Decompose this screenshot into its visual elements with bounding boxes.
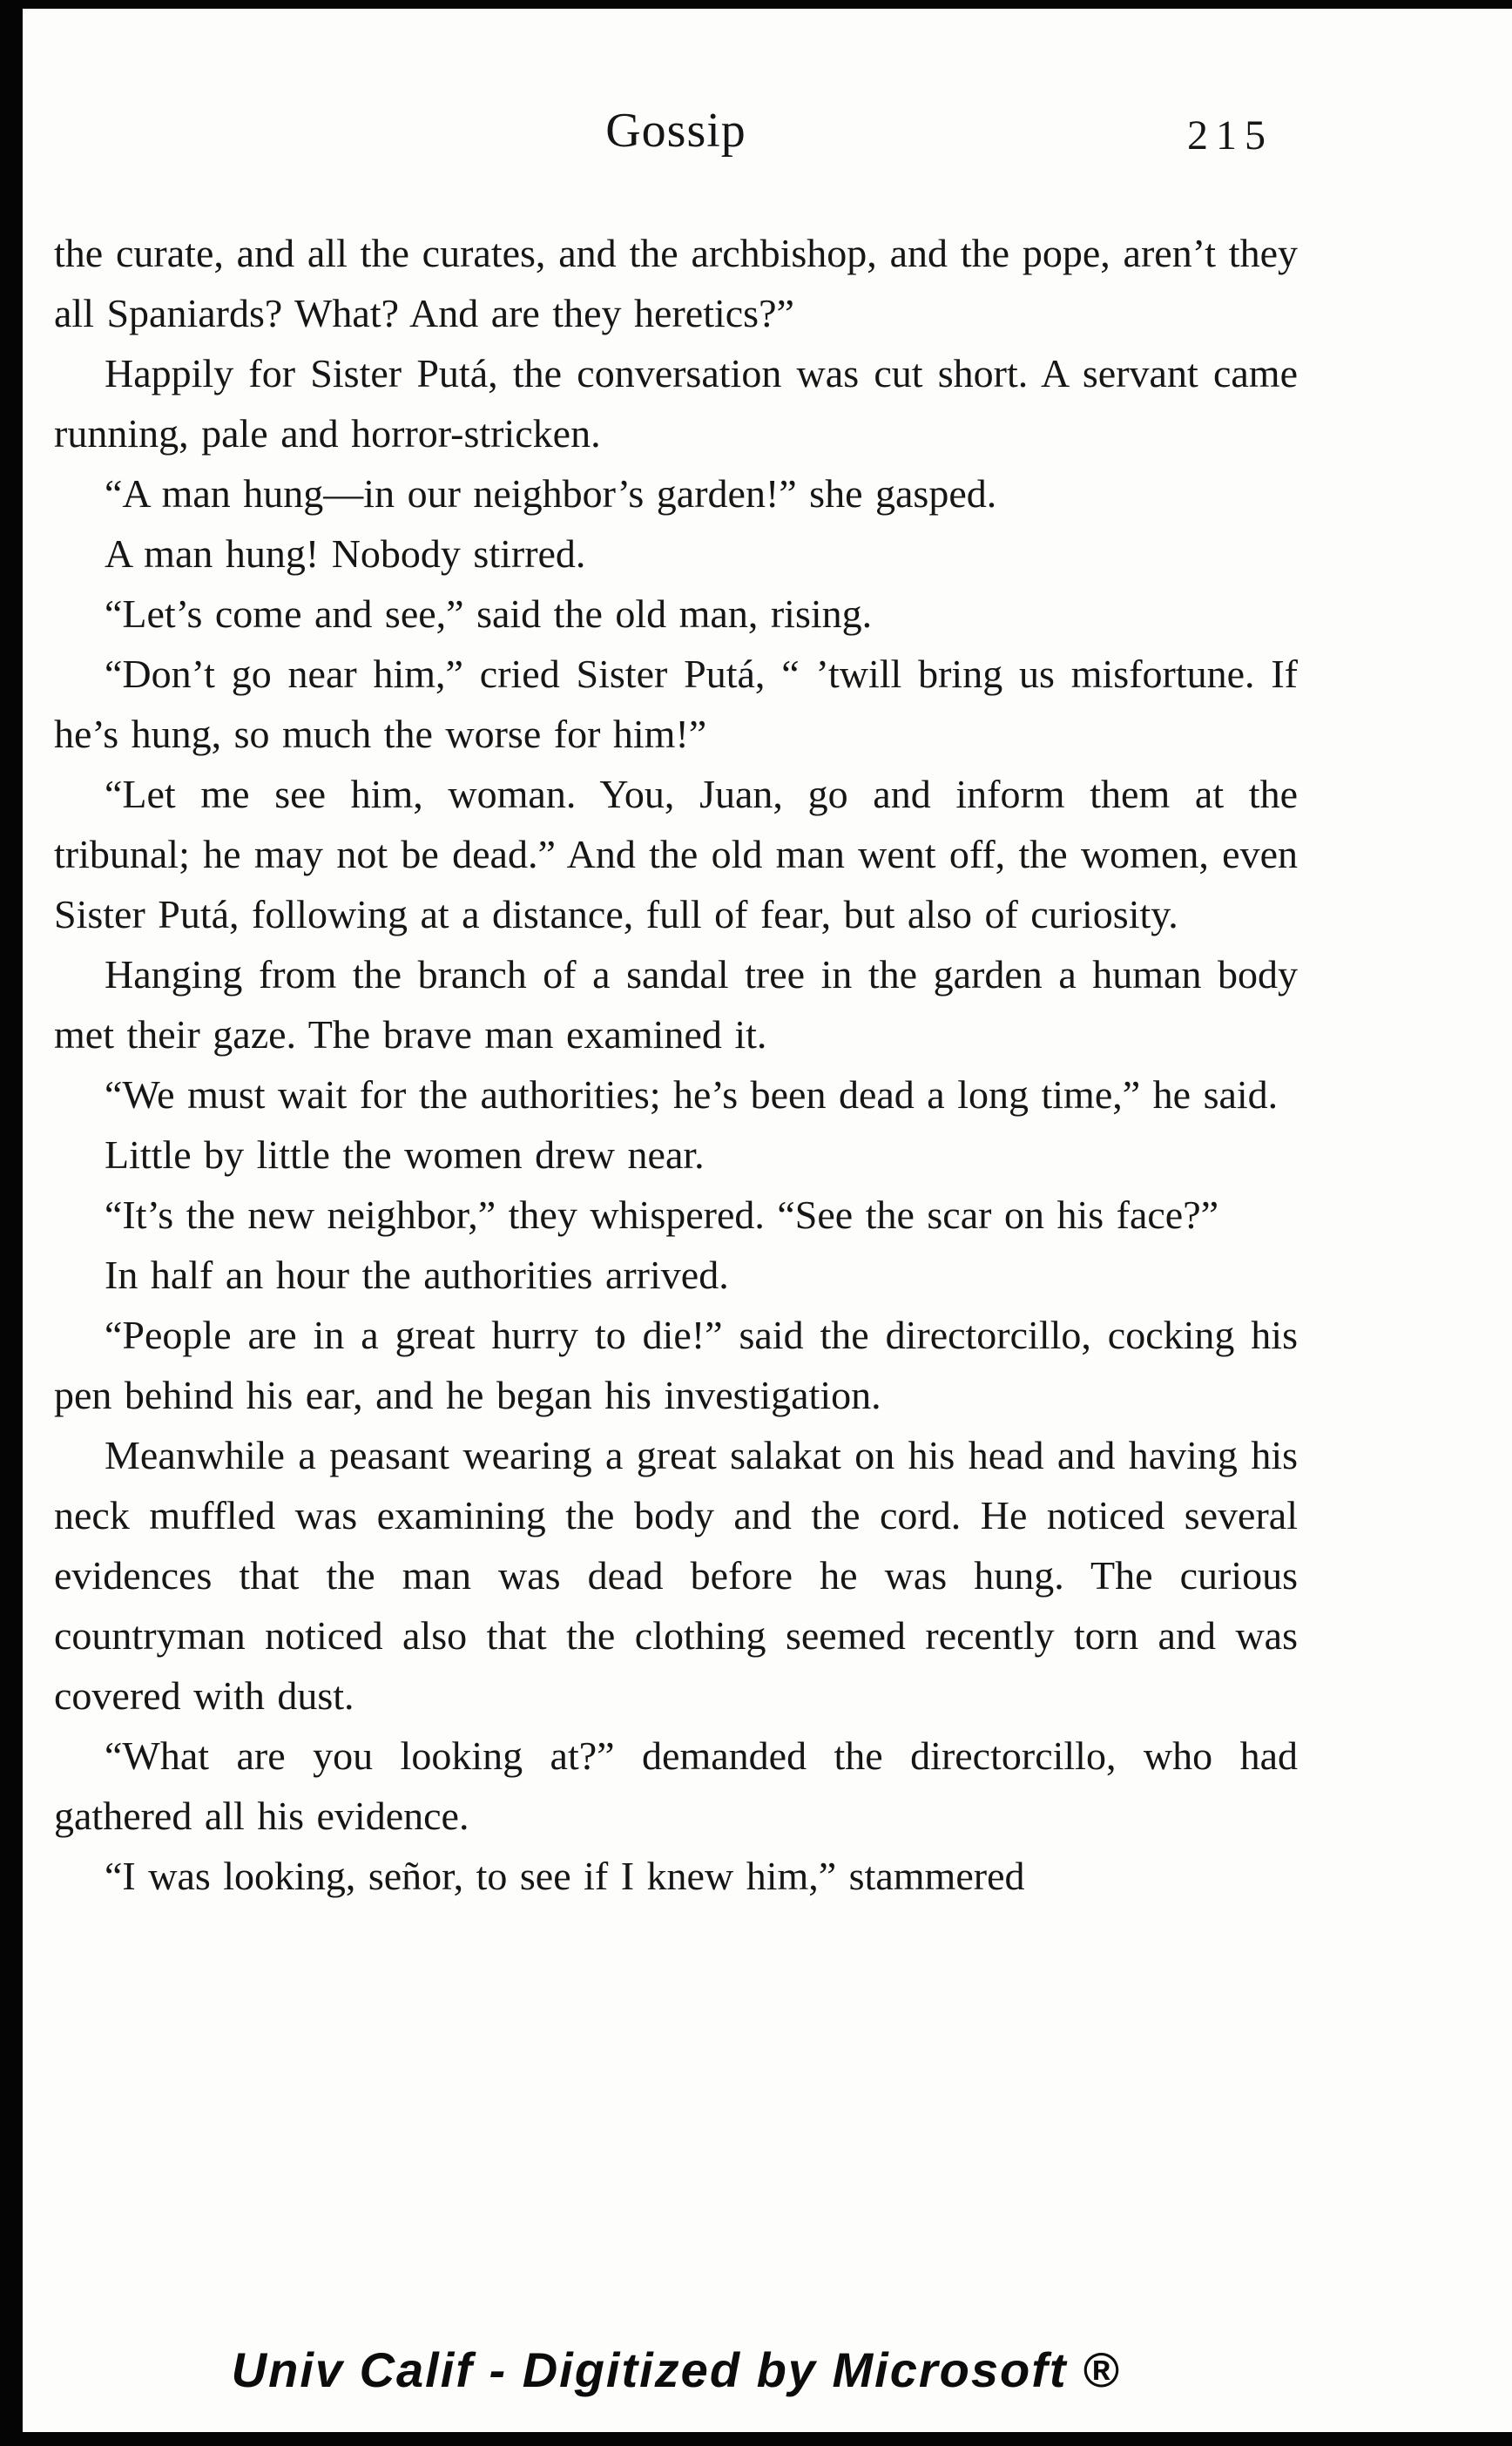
page-body — [54, 103, 1298, 1906]
paragraph: Little by little the women drew near. — [105, 1132, 705, 1177]
running-title: Gossip — [605, 104, 746, 158]
scan-border-bottom — [0, 2432, 1512, 2446]
paragraph: “Don’t go near him,” cried Sister Putá, “ ’twill bring us misfortune. If he’s hung, so much the worse for him!” — [54, 652, 1298, 756]
page-header — [54, 103, 1298, 200]
paragraph: “I was looking, señor, to see if I knew him,” stammered — [105, 1854, 1025, 1898]
paragraph: “A man hung—in our neighbor’s garden!” she gasped. — [105, 471, 997, 516]
footer-text: Univ Calif - Digitized by Microsoft ® — [231, 2342, 1121, 2397]
scan-border-left — [0, 0, 23, 2446]
paragraph: the curate, and all the curates, and the archbishop, and the pope, aren’t they all Spaniards? What? And are they heretics?” — [54, 231, 1298, 335]
paragraph: “What are you looking at?” demanded the directorcillo, who had gathered all his evidence. — [54, 1733, 1298, 1838]
paragraph: Meanwhile a peasant wearing a great salakat on his head and having his neck muffled was examining the body and the cord. He noticed several evidences that the man was dead before he was hung. The curious countryman noticed also that the clothing seemed recently torn and was covered with dust. — [54, 1433, 1298, 1718]
paragraph: “We must wait for the authorities; he’s been dead a long time,” he said. — [105, 1072, 1279, 1117]
scan-border-top — [0, 0, 1512, 9]
paragraph: “Let me see him, woman. You, Juan, go and inform them at the tribunal; he may not be dead.” And the old man went off, the women, even Sister Putá, following at a distance, full of fear, but also of curiosity. — [54, 772, 1298, 936]
page-text — [54, 223, 1298, 1906]
paragraph: A man hung! Nobody stirred. — [105, 531, 586, 576]
paragraph: In half an hour the authorities arrived. — [105, 1253, 729, 1297]
paragraph: Hanging from the branch of a sandal tree in the garden a human body met their gaze. The brave man examined it. — [54, 952, 1298, 1057]
paragraph: “People are in a great hurry to die!” said the directorcillo, cocking his pen behind his ear, and he began his investigation. — [54, 1313, 1298, 1417]
paragraph: Happily for Sister Putá, the conversation was cut short. A servant came running, pale and horror-stricken. — [54, 351, 1298, 456]
page-number: 215 — [1187, 112, 1273, 159]
paragraph: “It’s the new neighbor,” they whispered. “See the scar on his face?” — [105, 1193, 1219, 1237]
paragraph: “Let’s come and see,” said the old man, rising. — [105, 591, 873, 636]
digitization-footer — [54, 2341, 1298, 2398]
